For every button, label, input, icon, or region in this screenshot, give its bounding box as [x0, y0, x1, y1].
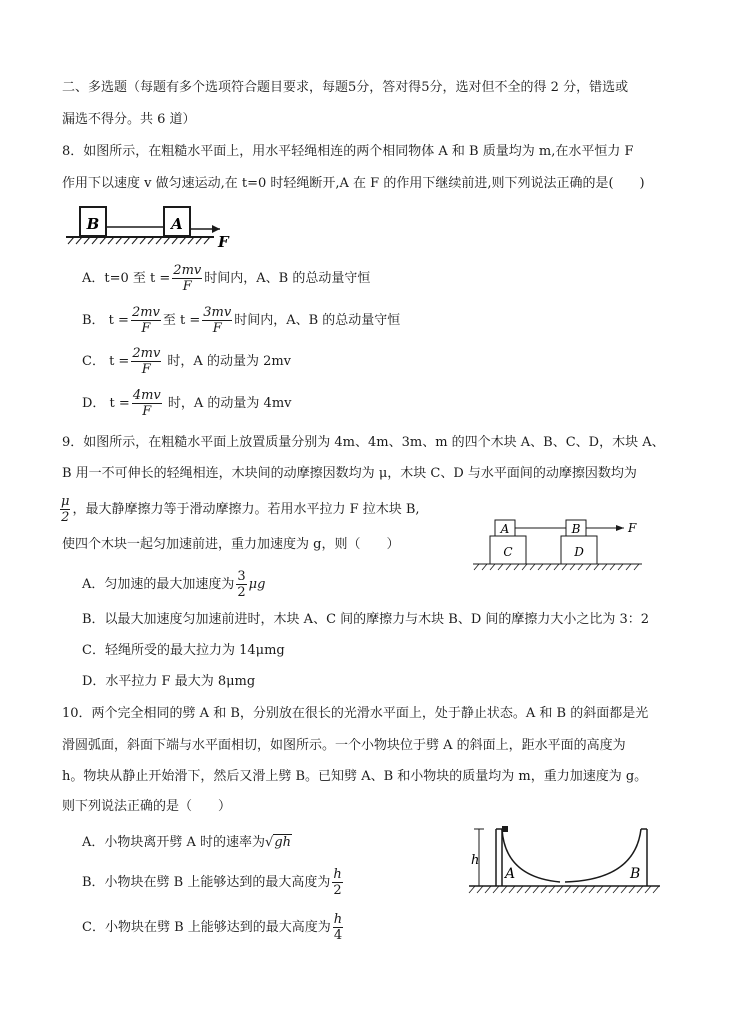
q10-option-a[interactable]: A．小物块离开劈 A 时的速率为√gh	[82, 835, 292, 850]
block-c-label: C	[503, 545, 513, 559]
q8-option-a[interactable]: A．t=0 至 t = $\frac{2mv}{F}$ 时间内，A、B 的总动量守恒	[82, 263, 371, 294]
q10-option-b[interactable]: B．小物块在劈 B 上能够达到的最大高度为 $\frac{h}{2}$	[82, 867, 342, 898]
fraction: $\frac{2mv}{F}$	[132, 346, 161, 377]
force-label: F	[628, 521, 637, 535]
q9-stem-line1: 9．如图所示，在粗糙水平面上放置质量分别为 4m、4m、3m、m 的四个木块 A、B、C、D，木块 A、	[62, 435, 665, 450]
small-block	[502, 826, 508, 832]
q8-option-d[interactable]: D． t = $\frac{4mv}{F}$ 时，A 的动量为 4mv	[82, 388, 292, 419]
height-label: h	[471, 853, 480, 868]
fraction: $\frac{2mv}{F}$	[131, 305, 160, 336]
q10-stem-line2: 滑圆弧面，斜面下端与水平面相切，如图所示。一个小物块位于劈 A 的斜面上，距水平面的高度为	[62, 738, 626, 753]
q9-figure	[470, 515, 650, 577]
ground-hatch	[469, 886, 659, 893]
block-a-label: A	[500, 522, 510, 536]
q9-option-c[interactable]: C．轻绳所受的最大拉力为 14μmg	[82, 643, 285, 658]
q10-figure	[465, 822, 665, 900]
q8-option-b[interactable]: B． t = $\frac{2mv}{F}$ 至 t = $\frac{3mv}{F}$ 时间内，A、B 的总动量守恒	[82, 305, 401, 336]
fraction: $\frac{2mv}{F}$	[173, 263, 202, 294]
block-b-label: B	[571, 522, 581, 536]
fraction: $\frac{h}{4}$	[333, 912, 343, 943]
ground-hatch	[68, 237, 210, 244]
block-a-label: A	[171, 215, 183, 233]
fraction: $\frac{4mv}{F}$	[132, 388, 161, 419]
sqrt: √gh	[265, 835, 292, 850]
section-header-line2: 漏选不得分。共 6 道）	[62, 112, 196, 127]
wedge-b-label: B	[630, 866, 641, 882]
fraction: $\frac{3mv}{F}$	[203, 305, 232, 336]
q8-option-c[interactable]: C． t = $\frac{2mv}{F}$ 时，A 的动量为 2mv	[82, 346, 292, 377]
q9-option-b[interactable]: B．以最大加速度匀加速前进时，木块 A、C 间的摩擦力与木块 B、D 间的摩擦力大小之比为 3：2	[82, 612, 650, 627]
q9-stem-line4: 使四个木块一起匀加速前进，重力加速度为 g，则（ ）	[62, 537, 400, 552]
q9-option-a[interactable]: A．匀加速的最大加速度为 $\frac{3}{2}$ μg	[82, 569, 266, 600]
force-arrow-head	[616, 525, 624, 531]
q9-stem-line3: $\frac{\mu}{2}$ ，最大静摩擦力等于滑动摩擦力。若用水平拉力 F 拉木块 B,	[61, 494, 420, 525]
q8-stem-line1: 8．如图所示，在粗糙水平面上，用水平轻绳相连的两个相同物体 A 和 B 质量均为 m,在水平恒力 F	[62, 144, 634, 159]
force-arrow-head	[212, 225, 220, 233]
wedge-a-label: A	[505, 866, 516, 882]
ground-hatch	[474, 564, 639, 570]
q10-stem-line1: 10．两个完全相同的劈 A 和 B，分别放在很长的光滑水平面上，处于静止状态。A 和 B 的斜面都是光	[62, 706, 649, 721]
q10-stem-line4: 则下列说法正确的是（ ）	[62, 799, 232, 814]
force-label: F	[218, 233, 229, 250]
q8-stem-line2: 作用下以速度 v 做匀速运动,在 t=0 时轻绳断开,A 在 F 的作用下继续前进,则下列说法正确的是( )	[62, 176, 645, 191]
q10-stem-line3: h。物块从静止开始滑下，然后又滑上劈 B。已知劈 A、B 和小物块的质量均为 m，重力加速度为 g。	[62, 769, 648, 784]
block-d-label: D	[574, 545, 584, 559]
fraction: $\frac{\mu}{2}$	[61, 494, 70, 525]
fraction: $\frac{3}{2}$	[237, 569, 246, 600]
q9-option-d[interactable]: D．水平拉力 F 最大为 8μmg	[82, 674, 256, 689]
section-header-line1: 二、多选题（每题有多个选项符合题目要求，每题5分，答对得5分，选对但不全的得 2 分，错选或	[62, 80, 629, 95]
fraction: $\frac{h}{2}$	[333, 867, 342, 898]
block-b-label: B	[86, 215, 100, 233]
q10-option-c[interactable]: C．小物块在劈 B 上能够达到的最大高度为 $\frac{h}{4}$	[82, 912, 343, 943]
q8-figure	[62, 200, 242, 250]
q9-stem-line2: B 用一不可伸长的轻绳相连，木块间的动摩擦因数均为 μ，木块 C、D 与水平面间的动摩擦因数均为	[62, 466, 637, 481]
